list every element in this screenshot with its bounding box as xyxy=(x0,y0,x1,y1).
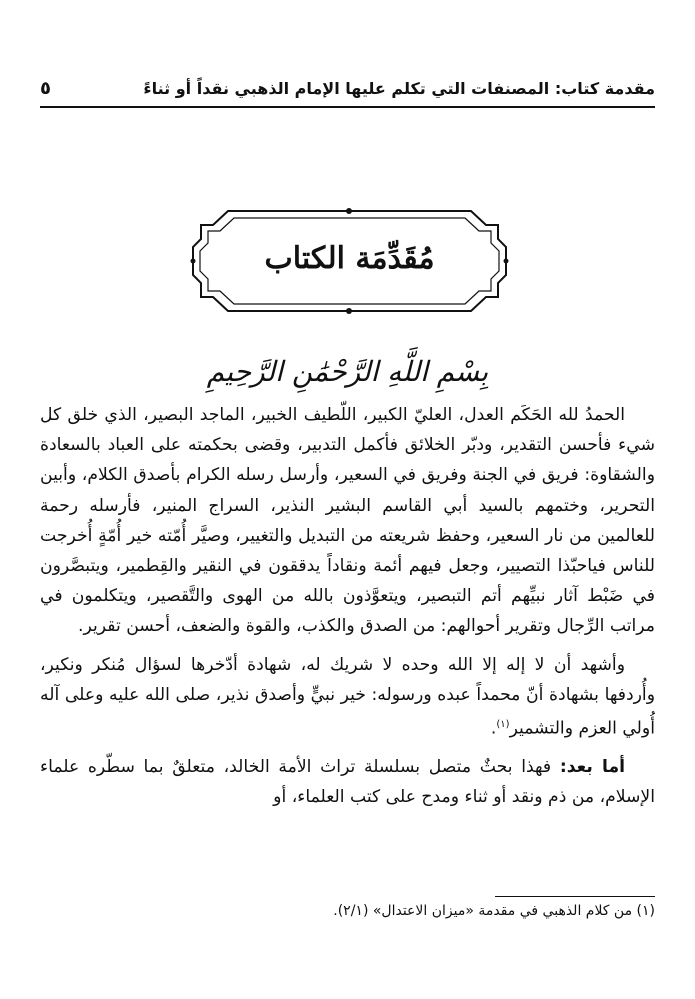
testimony-text: وأشهد أن لا إله إلا الله وحده لا شريك له، شهادة أدّخرها لسؤال مُنكر ونكير، وأُردفها بشهادة أنّ محمداً عبده ورسوله: خير نبيٍّ وأصدق نذير، صلى الله عليه وعلى آله أُولي العزم والتشمير xyxy=(40,654,655,739)
running-header xyxy=(40,70,655,108)
closing-lead: أما بعد: xyxy=(559,756,625,777)
paragraph-praise: الحمدُ لله الحَكَم العدل، العليّ الكبير، اللّطيف الخبير، الماجد البصير، الذي خلق كل شيء فأحسن التقدير، ودبّر الخلائق فأكمل التدبير، وقضى بحكمته على العباد بالسعادة والشقاوة: فريق في الجنة وفريق في السعير، وأرسل رسله الكرام بأصدق الكلام، وأبين التحرير، وختمهم بالسيد أبي القاسم البشير النذير، السراج المنير، فأرسله رحمة للعالمين من نار السعير، وحفظ شريعته من التبديل والتغيير، وصيَّر أُمّته خير أُمّةٍ أُخرجت للناس فياحبّذا التصيير، وجعل فيهم أئمة ونقاداً يدققون في النقير والقِطمير، ويتبصَّرون في ضَبْط آثار نبيِّهم أتم التبصير، ويتعوَّذون بالله من الهوى والتَّقصير، ويتكلمون في مراتب الرِّجال وتقرير أحوالهم: من الصدق والكذب، والقوة والضعف، أحسن تقرير. xyxy=(40,405,655,637)
basmala: بِسْمِ اللَّهِ الرَّحْمَٰنِ الرَّحِيمِ xyxy=(206,355,489,388)
paragraph-testimony: وأشهد أن لا إله إلا الله وحده لا شريك له، شهادة أدّخرها لسؤال مُنكر ونكير، وأُردفها بشهادة أنّ محمداً عبده ورسوله: خير نبيٍّ وأصدق نذير، صلى الله عليه وعلى آله أُولي العزم والتشمير$^{(١)}$. xyxy=(40,654,655,739)
main-text xyxy=(40,400,655,820)
footnote-marker: (١) xyxy=(496,719,510,731)
paragraph-closing xyxy=(40,752,655,812)
header-title: مقدمة كتاب: المصنفات التي تكلم عليها الإمام الذهبي نقداً أو ثناءً xyxy=(143,78,655,98)
chapter-title: مُقَدِّمَة الكتاب xyxy=(264,241,435,276)
footnote: (١) من كلام الذهبي في مقدمة «ميزان الاعتدال» (٢/١). xyxy=(333,903,655,919)
page-number: ٥ xyxy=(40,77,51,99)
chapter-title-frame xyxy=(188,205,511,317)
footnote-divider xyxy=(495,896,655,897)
closing-text: فهذا بحثٌ متصل بسلسلة تراث الأمة الخالد، متعلقٌ بما سطّره علماء الإسلام، من ذم ونقد أو ثناء ومدح على كتب العلماء، أو xyxy=(40,756,655,808)
